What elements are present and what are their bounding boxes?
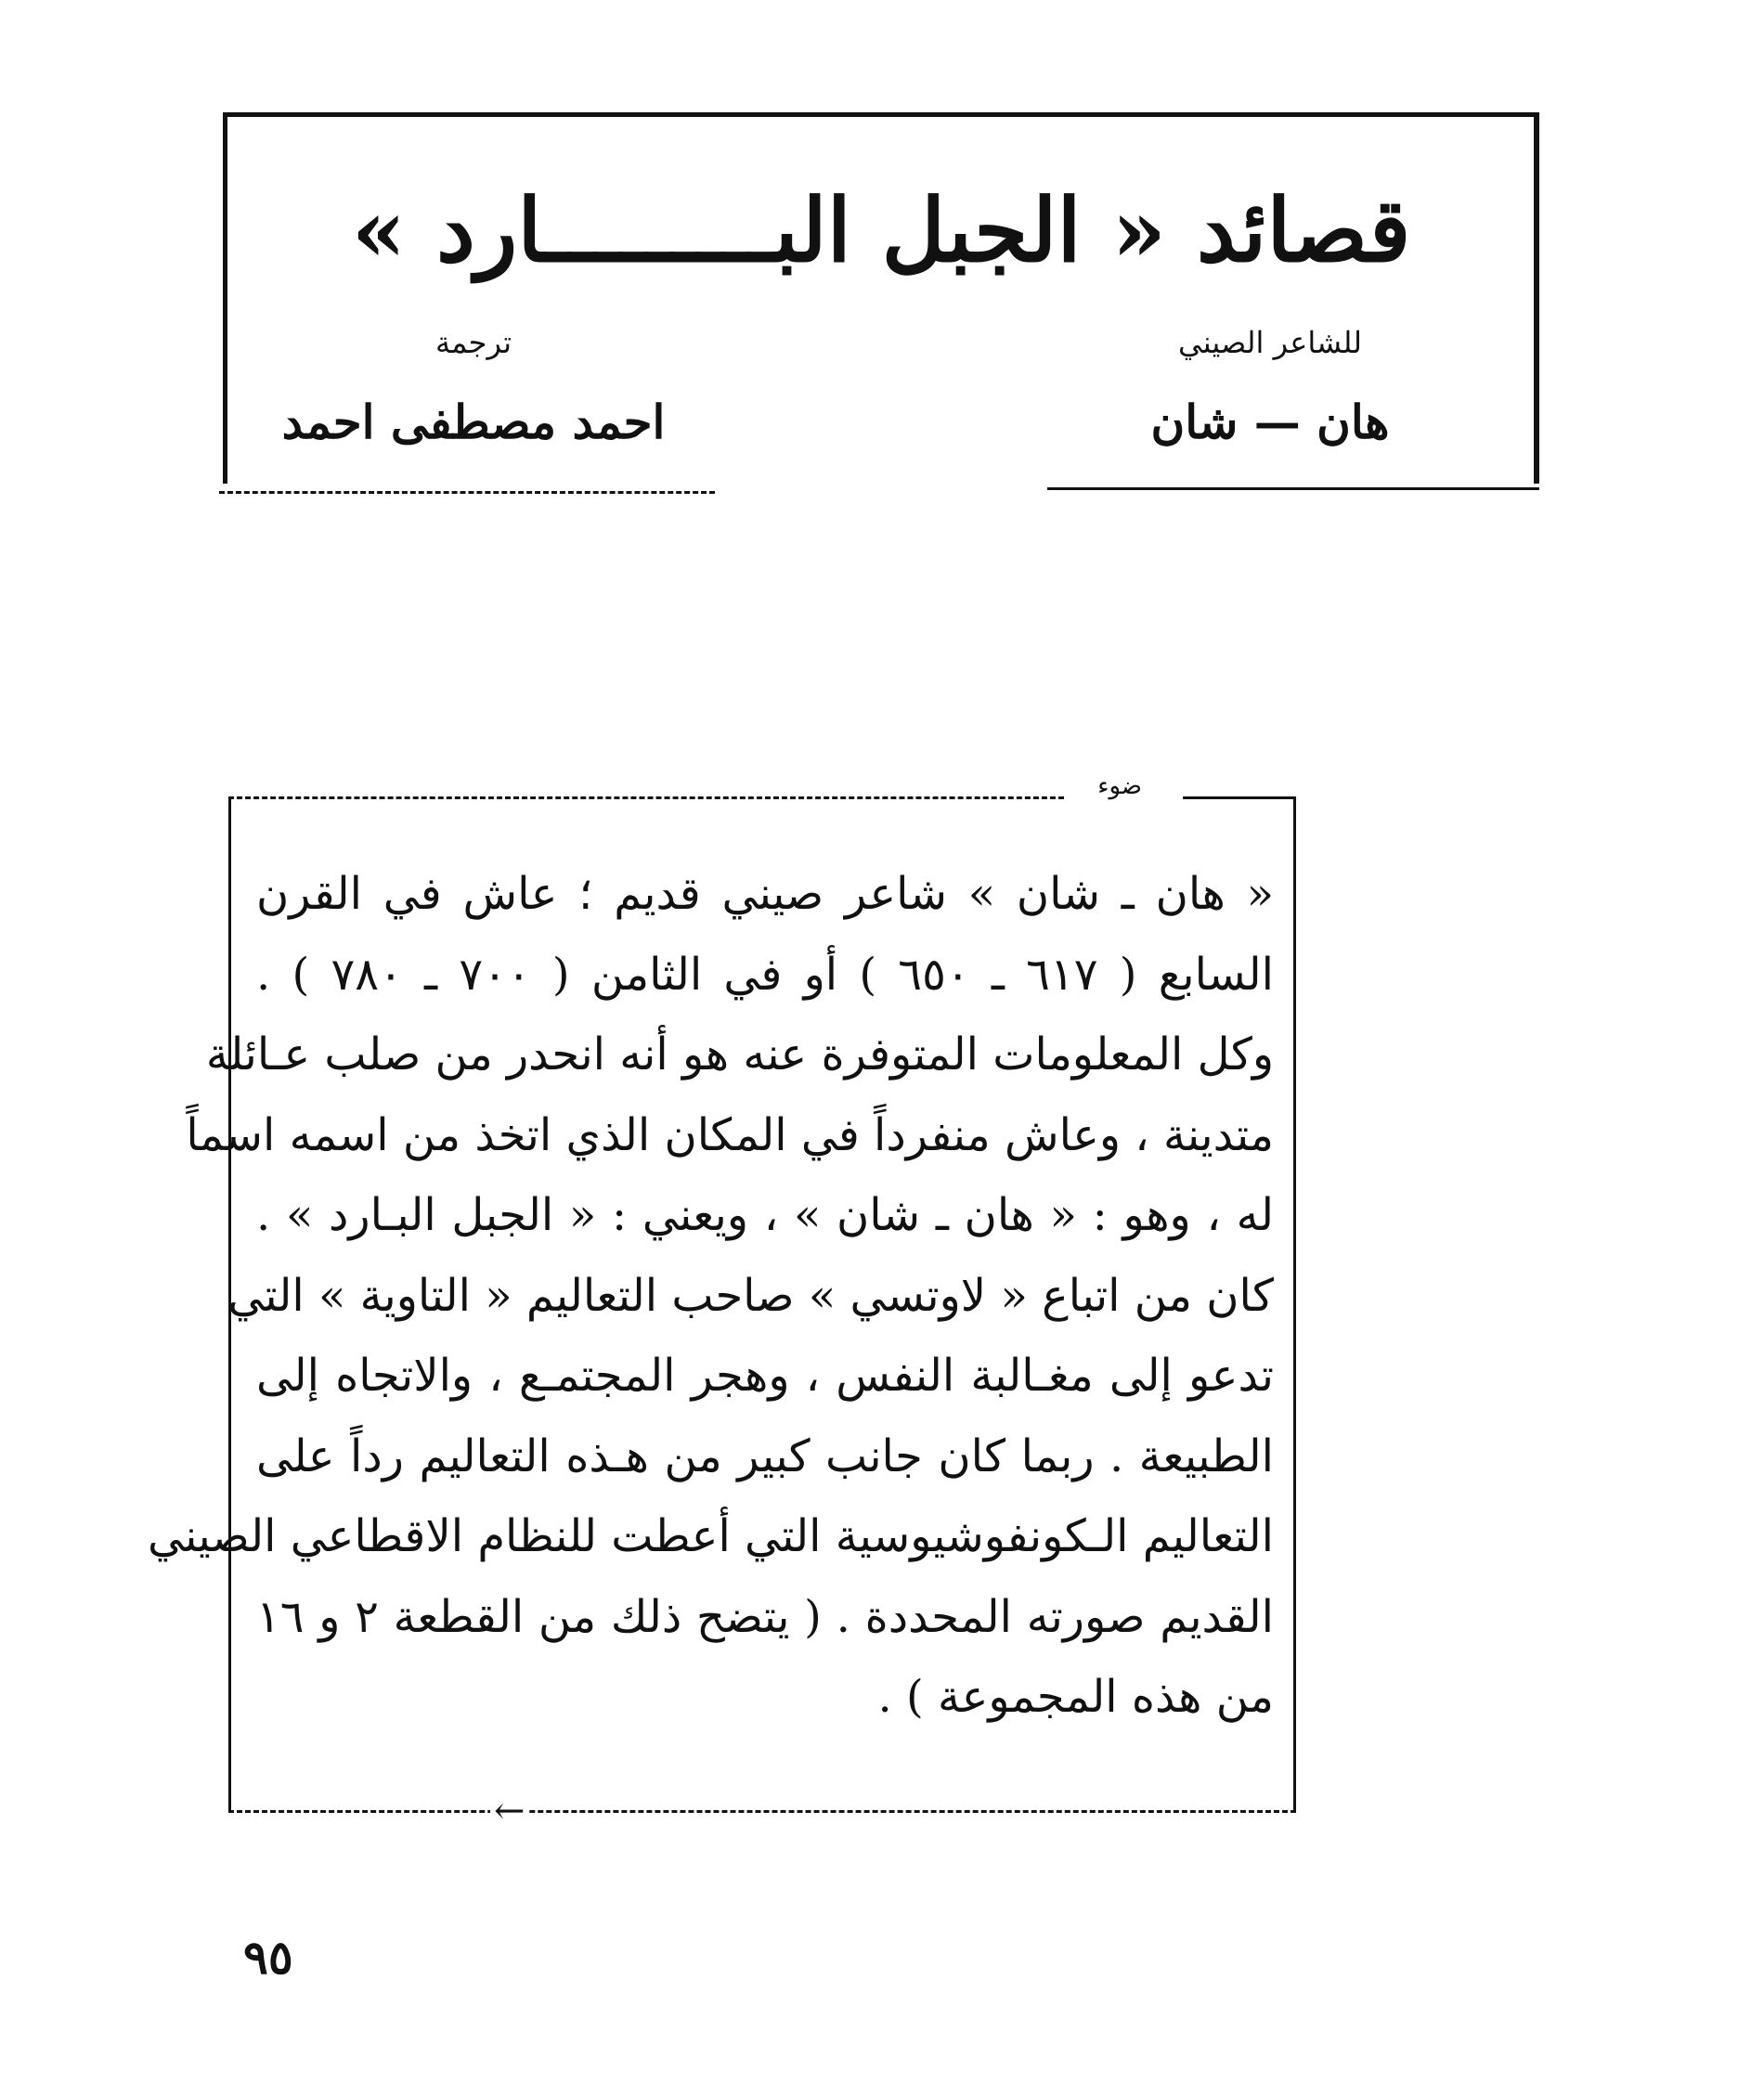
title-box-bottom-rule-right	[1047, 487, 1539, 490]
intro-line: الطبيعة . ربما كان جانب كبير من هـذه التعاليم رداً على	[256, 1430, 1274, 1482]
arrow-left-icon: ←	[490, 1792, 529, 1830]
intro-line: التعاليم الـكونفوشيوسية التي أعطت للنظام الاقطاعي الصيني	[147, 1510, 1274, 1562]
intro-line: القديم صورته المحددة . ( يتضح ذلك من القطعة ٢ و ١٦	[256, 1590, 1274, 1643]
intro-line: وكل المعلومات المتوفرة عنه هو أنه انحدر من صلب عـائلة	[205, 1029, 1274, 1080]
translator-name: احمد مصطفى احمد	[281, 394, 666, 449]
intro-box	[147, 772, 1296, 1832]
intro-box-right-rule	[1293, 796, 1296, 1813]
title-box-right-rule	[1534, 112, 1539, 484]
intro-box-top-rule-solid	[1183, 796, 1296, 799]
page-number: ٩٥	[243, 1930, 293, 1985]
intro-line: كان من اتباع « لاوتسي » صاحب التعاليم « التاوية » التي	[227, 1269, 1274, 1322]
translator-role: ترجمة	[435, 325, 512, 360]
intro-box-top-rule-dashed	[228, 796, 1064, 799]
title-box	[223, 112, 1539, 484]
intro-line: تدعو إلى مغـالبة النفس ، وهجر المجتمـع ، والاتجاه إلى	[256, 1350, 1274, 1402]
intro-line: « هان ـ شان » شاعر صيني قديم ؛ عاش في القرن	[256, 868, 1274, 920]
poet-name: هان — شان	[1150, 394, 1390, 449]
intro-text	[147, 854, 1275, 1738]
title-box-top-rule	[223, 112, 1539, 117]
title-box-left-rule	[223, 112, 227, 484]
intro-label: ضوء	[1092, 774, 1148, 798]
translator-credit	[279, 324, 668, 450]
intro-line: من هذه المجموعة ) .	[877, 1671, 1274, 1723]
intro-line: له ، وهو : « هان ـ شان » ، ويعني : « الجبل البـارد » .	[256, 1189, 1274, 1241]
title-box-bottom-rule-left	[219, 491, 715, 494]
intro-box-bottom-rule	[228, 1810, 1296, 1813]
poet-credit	[1075, 324, 1465, 450]
intro-line: السابع ( ٦١٧ ـ ٦٥٠ ) أو في الثامن ( ٧٠٠ ـ ٧٨٠ ) .	[256, 948, 1275, 1001]
intro-line: متدينة ، وعاش منفرداً في المكان الذي اتخذ من اسمه اسماً	[186, 1108, 1274, 1161]
poet-role: للشاعر الصيني	[1178, 325, 1362, 360]
page-title: قصائد « الجبل البـــــــــارد »	[351, 180, 1411, 282]
